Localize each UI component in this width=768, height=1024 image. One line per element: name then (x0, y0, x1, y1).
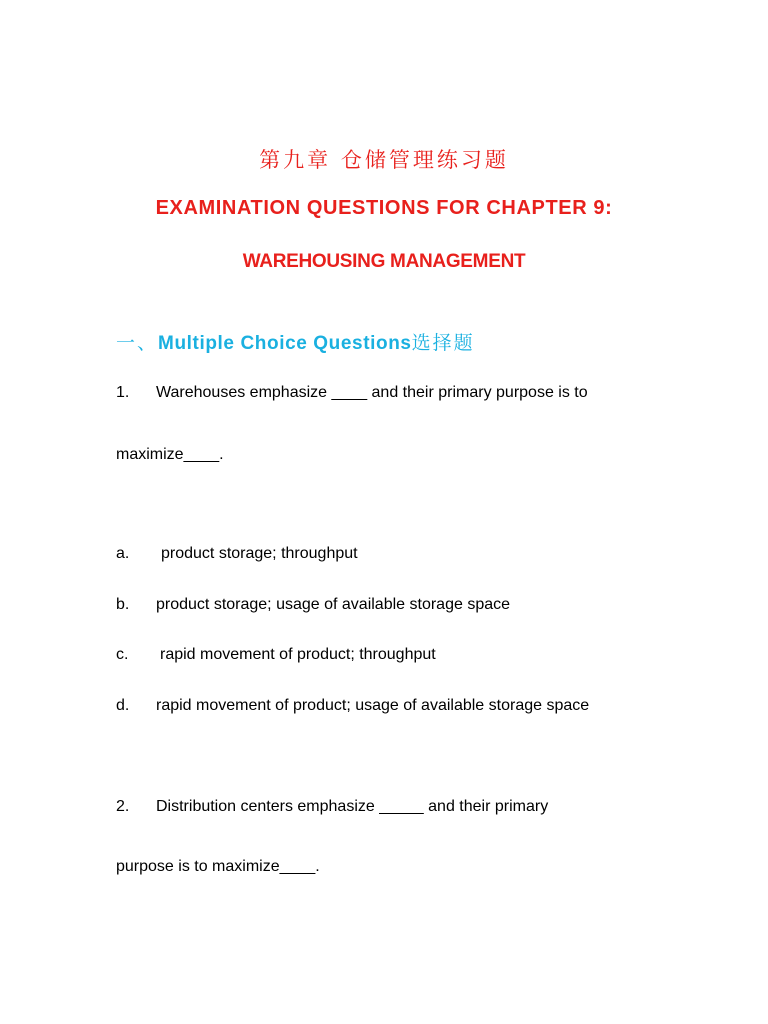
question-1-stem-line-2: maximize____. (116, 446, 224, 463)
section-label-chinese: 选择题 (411, 332, 475, 354)
question-2-number: 2. (116, 798, 130, 815)
option-a-text: product storage; throughput (161, 545, 358, 562)
option-d-letter: d. (116, 697, 130, 714)
question-1-number: 1. (116, 384, 130, 401)
option-c-letter: c. (116, 646, 129, 663)
option-b-text: product storage; usage of available storage space (156, 596, 511, 613)
question-2-stem-line-2: purpose is to maximize____. (116, 858, 320, 875)
document-title-english: EXAMINATION QUESTIONS FOR CHAPTER 9: (155, 197, 613, 219)
option-b-letter: b. (116, 596, 130, 613)
document-subtitle: WAREHOUSING MANAGEMENT (242, 251, 526, 272)
document-title-chinese: 第九章 仓储管理练习题 (259, 148, 509, 172)
section-prefix: 一、 (116, 332, 159, 354)
option-d-text: rapid movement of product; usage of available storage space (156, 697, 590, 714)
question-1-stem-line-1: Warehouses emphasize ____ and their primary purpose is to (156, 384, 588, 401)
option-a-letter: a. (116, 545, 130, 562)
section-heading (116, 328, 475, 355)
section-label: Multiple Choice Questions (158, 333, 412, 354)
option-c-text: rapid movement of product; throughput (160, 646, 436, 663)
question-2-stem-line-1: Distribution centers emphasize _____ and their primary (156, 798, 549, 815)
